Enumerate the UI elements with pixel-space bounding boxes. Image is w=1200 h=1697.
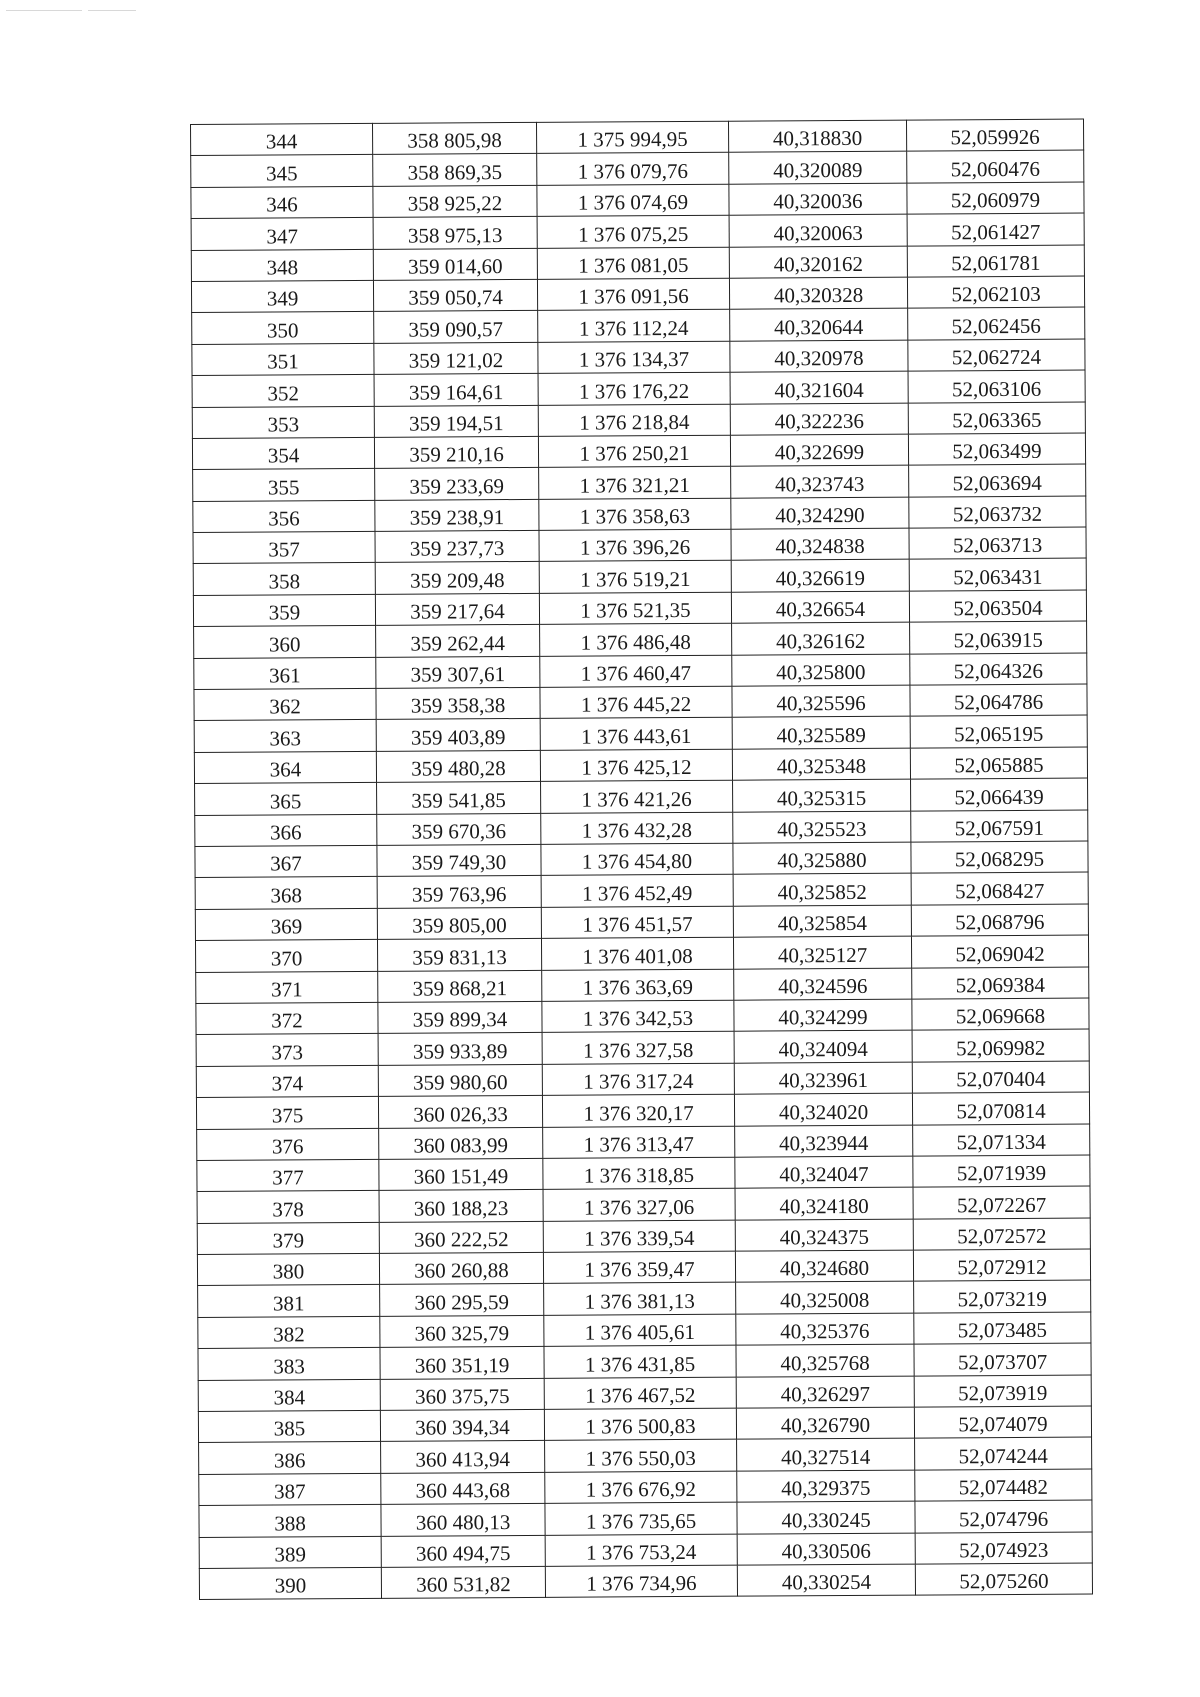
longitude-cell: 52,062456: [908, 307, 1085, 339]
x-coordinate-cell: 360 480,13: [381, 1504, 545, 1536]
table-row: [198, 1343, 1091, 1380]
point-number-cell: 378: [197, 1191, 379, 1224]
longitude-cell: 52,063431: [909, 559, 1086, 591]
point-number-cell: 368: [195, 877, 377, 910]
table-row: [194, 621, 1087, 658]
x-coordinate-cell: 359 210,16: [374, 436, 538, 468]
longitude-cell: 52,069982: [912, 1029, 1089, 1061]
longitude-cell: 52,063504: [909, 590, 1086, 622]
longitude-cell: 52,070814: [912, 1092, 1089, 1124]
point-number-cell: 367: [195, 845, 377, 878]
x-coordinate-cell: 359 899,34: [378, 1001, 542, 1033]
latitude-cell: 40,320162: [729, 246, 907, 278]
x-coordinate-cell: 359 050,74: [373, 279, 537, 311]
latitude-cell: 40,320063: [729, 214, 907, 246]
table-row: [195, 778, 1088, 815]
y-coordinate-cell: 1 376 431,85: [544, 1345, 736, 1378]
x-coordinate-cell: 359 933,89: [378, 1033, 542, 1065]
latitude-cell: 40,320089: [729, 152, 907, 184]
scan-artifact: [6, 10, 82, 11]
latitude-cell: 40,326297: [736, 1376, 914, 1408]
x-coordinate-cell: 360 494,75: [381, 1535, 545, 1567]
y-coordinate-cell: 1 376 405,61: [544, 1314, 736, 1347]
table-row: [197, 1218, 1090, 1255]
x-coordinate-cell: 360 325,79: [380, 1315, 544, 1347]
latitude-cell: 40,327514: [737, 1439, 915, 1471]
y-coordinate-cell: 1 376 452,49: [541, 875, 733, 908]
y-coordinate-cell: 1 376 401,08: [541, 937, 733, 970]
point-number-cell: 355: [193, 469, 375, 502]
table-row: [193, 590, 1086, 627]
point-number-cell: 348: [191, 249, 373, 282]
latitude-cell: 40,326654: [731, 591, 909, 623]
longitude-cell: 52,073919: [914, 1375, 1091, 1407]
x-coordinate-cell: 358 925,22: [373, 185, 537, 217]
table-row: [192, 307, 1085, 344]
y-coordinate-cell: 1 375 994,95: [536, 121, 728, 154]
latitude-cell: 40,325852: [733, 873, 911, 905]
point-number-cell: 369: [195, 908, 377, 941]
latitude-cell: 40,325596: [732, 685, 910, 717]
x-coordinate-cell: 359 014,60: [373, 248, 537, 280]
latitude-cell: 40,324020: [734, 1093, 912, 1125]
table-row: [191, 213, 1084, 250]
latitude-cell: 40,325880: [733, 842, 911, 874]
y-coordinate-cell: 1 376 321,21: [539, 467, 731, 500]
table-row: [191, 182, 1084, 219]
x-coordinate-cell: 358 975,13: [373, 217, 537, 249]
y-coordinate-cell: 1 376 313,47: [543, 1126, 735, 1159]
y-coordinate-cell: 1 376 327,58: [542, 1032, 734, 1065]
latitude-cell: 40,326162: [732, 622, 910, 654]
point-number-cell: 380: [197, 1253, 379, 1286]
point-number-cell: 372: [196, 1002, 378, 1035]
table-row: [198, 1406, 1091, 1443]
latitude-cell: 40,322236: [730, 403, 908, 435]
x-coordinate-cell: 359 805,00: [377, 907, 541, 939]
x-coordinate-cell: 360 443,68: [381, 1472, 545, 1504]
table-row: [193, 559, 1086, 596]
table-row: [196, 998, 1089, 1035]
point-number-cell: 386: [199, 1442, 381, 1475]
longitude-cell: 52,065885: [910, 747, 1087, 779]
point-number-cell: 388: [199, 1505, 381, 1538]
longitude-cell: 52,062724: [908, 339, 1085, 371]
latitude-cell: 40,330506: [737, 1533, 915, 1565]
point-number-cell: 359: [193, 594, 375, 627]
point-number-cell: 361: [194, 657, 376, 690]
x-coordinate-cell: 359 262,44: [376, 625, 540, 657]
longitude-cell: 52,071939: [913, 1155, 1090, 1187]
table-row: [197, 1249, 1090, 1286]
table-row: [195, 810, 1088, 847]
point-number-cell: 347: [191, 218, 373, 251]
point-number-cell: 362: [194, 688, 376, 721]
x-coordinate-cell: 360 295,59: [380, 1284, 544, 1316]
longitude-cell: 52,063915: [910, 621, 1087, 653]
y-coordinate-cell: 1 376 451,57: [541, 906, 733, 939]
y-coordinate-cell: 1 376 396,26: [539, 529, 731, 562]
longitude-cell: 52,074482: [915, 1469, 1092, 1501]
y-coordinate-cell: 1 376 250,21: [538, 435, 730, 468]
coordinates-table-body: [191, 119, 1093, 1600]
point-number-cell: 366: [195, 814, 377, 847]
x-coordinate-cell: 359 868,21: [378, 970, 542, 1002]
longitude-cell: 52,075260: [915, 1563, 1092, 1595]
latitude-cell: 40,325854: [733, 905, 911, 937]
latitude-cell: 40,320328: [729, 277, 907, 309]
point-number-cell: 382: [198, 1316, 380, 1349]
longitude-cell: 52,061781: [907, 245, 1084, 277]
table-row: [194, 653, 1087, 690]
y-coordinate-cell: 1 376 074,69: [537, 184, 729, 217]
x-coordinate-cell: 359 358,38: [376, 687, 540, 719]
y-coordinate-cell: 1 376 425,12: [540, 749, 732, 782]
x-coordinate-cell: 360 151,49: [379, 1158, 543, 1190]
y-coordinate-cell: 1 376 454,80: [541, 843, 733, 876]
longitude-cell: 52,064326: [910, 653, 1087, 685]
latitude-cell: 40,324047: [735, 1156, 913, 1188]
latitude-cell: 40,324180: [735, 1187, 913, 1219]
table-row: [193, 527, 1086, 564]
x-coordinate-cell: 359 403,89: [376, 719, 540, 751]
x-coordinate-cell: 359 831,13: [377, 939, 541, 971]
point-number-cell: 379: [197, 1222, 379, 1255]
x-coordinate-cell: 359 090,57: [374, 311, 538, 343]
point-number-cell: 377: [197, 1159, 379, 1192]
scan-artifact: [88, 10, 136, 11]
longitude-cell: 52,068796: [911, 904, 1088, 936]
table-row: [197, 1124, 1090, 1161]
table-row: [196, 1029, 1089, 1066]
table-row: [193, 464, 1086, 501]
longitude-cell: 52,073219: [914, 1280, 1091, 1312]
longitude-cell: 52,063732: [909, 496, 1086, 528]
point-number-cell: 349: [191, 280, 373, 313]
longitude-cell: 52,072572: [913, 1218, 1090, 1250]
table-row: [192, 339, 1085, 376]
longitude-cell: 52,069668: [912, 998, 1089, 1030]
latitude-cell: 40,325008: [736, 1282, 914, 1314]
table-row: [196, 1061, 1089, 1098]
point-number-cell: 353: [192, 406, 374, 439]
latitude-cell: 40,324596: [734, 968, 912, 1000]
table-row: [195, 935, 1088, 972]
table-row: [191, 276, 1084, 313]
table-row: [195, 872, 1088, 909]
y-coordinate-cell: 1 376 443,61: [540, 718, 732, 751]
x-coordinate-cell: 360 222,52: [379, 1221, 543, 1253]
y-coordinate-cell: 1 376 519,21: [539, 561, 731, 594]
longitude-cell: 52,063365: [908, 402, 1085, 434]
x-coordinate-cell: 359 233,69: [375, 468, 539, 500]
longitude-cell: 52,071334: [913, 1124, 1090, 1156]
longitude-cell: 52,063713: [909, 527, 1086, 559]
x-coordinate-cell: 359 194,51: [374, 405, 538, 437]
latitude-cell: 40,320036: [729, 183, 907, 215]
point-number-cell: 384: [198, 1379, 380, 1412]
table-row: [199, 1500, 1092, 1537]
x-coordinate-cell: 359 121,02: [374, 342, 538, 374]
x-coordinate-cell: 359 763,96: [377, 876, 541, 908]
y-coordinate-cell: 1 376 734,96: [545, 1565, 737, 1598]
y-coordinate-cell: 1 376 112,24: [538, 310, 730, 343]
y-coordinate-cell: 1 376 521,35: [539, 592, 731, 625]
table-row: [192, 433, 1085, 470]
y-coordinate-cell: 1 376 358,63: [539, 498, 731, 531]
longitude-cell: 52,064786: [910, 684, 1087, 716]
point-number-cell: 365: [195, 783, 377, 816]
point-number-cell: 346: [191, 186, 373, 219]
point-number-cell: 370: [195, 940, 377, 973]
point-number-cell: 387: [199, 1473, 381, 1506]
longitude-cell: 52,073485: [914, 1312, 1091, 1344]
latitude-cell: 40,323944: [735, 1125, 913, 1157]
longitude-cell: 52,067591: [911, 810, 1088, 842]
longitude-cell: 52,068295: [911, 841, 1088, 873]
longitude-cell: 52,066439: [911, 778, 1088, 810]
longitude-cell: 52,065195: [910, 715, 1087, 747]
y-coordinate-cell: 1 376 359,47: [543, 1251, 735, 1284]
longitude-cell: 52,061427: [907, 213, 1084, 245]
table-row: [197, 1155, 1090, 1192]
x-coordinate-cell: 359 217,64: [375, 593, 539, 625]
latitude-cell: 40,325768: [736, 1344, 914, 1376]
point-number-cell: 351: [192, 343, 374, 376]
table-row: [196, 1092, 1089, 1129]
x-coordinate-cell: 359 164,61: [374, 374, 538, 406]
longitude-cell: 52,070404: [912, 1061, 1089, 1093]
point-number-cell: 375: [196, 1096, 378, 1129]
y-coordinate-cell: 1 376 327,06: [543, 1188, 735, 1221]
point-number-cell: 385: [198, 1410, 380, 1443]
table-row: [192, 370, 1085, 407]
point-number-cell: 356: [193, 500, 375, 533]
latitude-cell: 40,324299: [734, 999, 912, 1031]
x-coordinate-cell: 360 083,99: [379, 1127, 543, 1159]
longitude-cell: 52,074079: [914, 1406, 1091, 1438]
latitude-cell: 40,324290: [731, 497, 909, 529]
y-coordinate-cell: 1 376 550,03: [545, 1440, 737, 1473]
point-number-cell: 364: [194, 751, 376, 784]
longitude-cell: 52,063499: [908, 433, 1085, 465]
x-coordinate-cell: 360 260,88: [379, 1252, 543, 1284]
y-coordinate-cell: 1 376 317,24: [542, 1063, 734, 1096]
point-number-cell: 345: [191, 155, 373, 188]
longitude-cell: 52,074796: [915, 1500, 1092, 1532]
x-coordinate-cell: 358 805,98: [372, 122, 536, 154]
y-coordinate-cell: 1 376 339,54: [543, 1220, 735, 1253]
longitude-cell: 52,073707: [914, 1343, 1091, 1375]
table-row: [194, 684, 1087, 721]
latitude-cell: 40,322699: [730, 434, 908, 466]
coordinates-table: [190, 119, 1093, 1601]
point-number-cell: 352: [192, 375, 374, 408]
latitude-cell: 40,330245: [737, 1501, 915, 1533]
latitude-cell: 40,320644: [730, 308, 908, 340]
y-coordinate-cell: 1 376 500,83: [544, 1408, 736, 1441]
table-row: [199, 1437, 1092, 1474]
point-number-cell: 350: [192, 312, 374, 345]
y-coordinate-cell: 1 376 091,56: [537, 278, 729, 311]
table-row: [191, 245, 1084, 282]
table-row: [194, 747, 1087, 784]
longitude-cell: 52,060979: [907, 182, 1084, 214]
longitude-cell: 52,062103: [907, 276, 1084, 308]
latitude-cell: 40,330254: [737, 1564, 915, 1596]
latitude-cell: 40,325800: [732, 654, 910, 686]
x-coordinate-cell: 359 307,61: [376, 656, 540, 688]
x-coordinate-cell: 360 531,82: [381, 1566, 545, 1598]
point-number-cell: 374: [196, 1065, 378, 1098]
point-number-cell: 354: [192, 437, 374, 470]
x-coordinate-cell: 360 413,94: [381, 1441, 545, 1473]
table-row: [193, 496, 1086, 533]
y-coordinate-cell: 1 376 445,22: [540, 686, 732, 719]
latitude-cell: 40,325315: [733, 779, 911, 811]
latitude-cell: 40,324094: [734, 1030, 912, 1062]
y-coordinate-cell: 1 376 363,69: [542, 969, 734, 1002]
point-number-cell: 373: [196, 1034, 378, 1067]
y-coordinate-cell: 1 376 467,52: [544, 1377, 736, 1410]
latitude-cell: 40,324375: [735, 1219, 913, 1251]
x-coordinate-cell: 359 749,30: [377, 844, 541, 876]
x-coordinate-cell: 359 480,28: [376, 750, 540, 782]
table-row: [191, 119, 1084, 156]
y-coordinate-cell: 1 376 381,13: [544, 1283, 736, 1316]
point-number-cell: 371: [196, 971, 378, 1004]
longitude-cell: 52,060476: [907, 150, 1084, 182]
latitude-cell: 40,326790: [736, 1407, 914, 1439]
latitude-cell: 40,325589: [732, 717, 910, 749]
point-number-cell: 383: [198, 1348, 380, 1381]
longitude-cell: 52,063694: [909, 464, 1086, 496]
y-coordinate-cell: 1 376 075,25: [537, 215, 729, 248]
latitude-cell: 40,325348: [732, 748, 910, 780]
y-coordinate-cell: 1 376 753,24: [545, 1534, 737, 1567]
x-coordinate-cell: 360 026,33: [378, 1095, 542, 1127]
table-row: [199, 1469, 1092, 1506]
latitude-cell: 40,325523: [733, 811, 911, 843]
table-row: [195, 904, 1088, 941]
latitude-cell: 40,324680: [735, 1250, 913, 1282]
table-row: [197, 1186, 1090, 1223]
longitude-cell: 52,069384: [912, 967, 1089, 999]
point-number-cell: 390: [199, 1567, 381, 1600]
table-row: [199, 1532, 1092, 1569]
table-row: [191, 150, 1084, 187]
longitude-cell: 52,074923: [915, 1532, 1092, 1564]
x-coordinate-cell: 360 351,19: [380, 1347, 544, 1379]
x-coordinate-cell: 360 375,75: [380, 1378, 544, 1410]
y-coordinate-cell: 1 376 486,48: [540, 623, 732, 656]
x-coordinate-cell: 359 238,91: [375, 499, 539, 531]
y-coordinate-cell: 1 376 081,05: [537, 247, 729, 280]
point-number-cell: 344: [191, 123, 373, 156]
longitude-cell: 52,072267: [913, 1186, 1090, 1218]
y-coordinate-cell: 1 376 432,28: [541, 812, 733, 845]
longitude-cell: 52,059926: [906, 119, 1083, 151]
y-coordinate-cell: 1 376 421,26: [541, 780, 733, 813]
longitude-cell: 52,069042: [911, 935, 1088, 967]
table-row: [196, 967, 1089, 1004]
table-row: [198, 1375, 1091, 1412]
y-coordinate-cell: 1 376 318,85: [543, 1157, 735, 1190]
x-coordinate-cell: 359 237,73: [375, 530, 539, 562]
y-coordinate-cell: 1 376 320,17: [542, 1094, 734, 1127]
point-number-cell: 381: [198, 1285, 380, 1318]
latitude-cell: 40,326619: [731, 560, 909, 592]
longitude-cell: 52,063106: [908, 370, 1085, 402]
latitude-cell: 40,325376: [736, 1313, 914, 1345]
latitude-cell: 40,323743: [731, 465, 909, 497]
point-number-cell: 389: [199, 1536, 381, 1569]
point-number-cell: 358: [193, 563, 375, 596]
table-row: [198, 1312, 1091, 1349]
y-coordinate-cell: 1 376 218,84: [538, 404, 730, 437]
y-coordinate-cell: 1 376 134,37: [538, 341, 730, 374]
y-coordinate-cell: 1 376 342,53: [542, 1000, 734, 1033]
y-coordinate-cell: 1 376 735,65: [545, 1502, 737, 1535]
y-coordinate-cell: 1 376 676,92: [545, 1471, 737, 1504]
x-coordinate-cell: 360 394,34: [380, 1409, 544, 1441]
longitude-cell: 52,068427: [911, 872, 1088, 904]
latitude-cell: 40,325127: [733, 936, 911, 968]
latitude-cell: 40,324838: [731, 528, 909, 560]
x-coordinate-cell: 359 209,48: [375, 562, 539, 594]
table-row: [198, 1280, 1091, 1317]
x-coordinate-cell: 360 188,23: [379, 1190, 543, 1222]
latitude-cell: 40,323961: [734, 1062, 912, 1094]
y-coordinate-cell: 1 376 460,47: [540, 655, 732, 688]
longitude-cell: 52,072912: [913, 1249, 1090, 1281]
table-row: [199, 1563, 1092, 1600]
x-coordinate-cell: 359 541,85: [377, 782, 541, 814]
point-number-cell: 376: [197, 1128, 379, 1161]
y-coordinate-cell: 1 376 079,76: [537, 153, 729, 186]
table-row: [195, 841, 1088, 878]
latitude-cell: 40,320978: [730, 340, 908, 372]
point-number-cell: 360: [194, 626, 376, 659]
x-coordinate-cell: 359 980,60: [378, 1064, 542, 1096]
longitude-cell: 52,074244: [915, 1437, 1092, 1469]
table-row: [194, 715, 1087, 752]
x-coordinate-cell: 358 869,35: [373, 154, 537, 186]
point-number-cell: 357: [193, 531, 375, 564]
y-coordinate-cell: 1 376 176,22: [538, 372, 730, 405]
latitude-cell: 40,321604: [730, 371, 908, 403]
latitude-cell: 40,318830: [728, 120, 906, 152]
table-row: [192, 402, 1085, 439]
latitude-cell: 40,329375: [737, 1470, 915, 1502]
point-number-cell: 363: [194, 720, 376, 753]
x-coordinate-cell: 359 670,36: [377, 813, 541, 845]
